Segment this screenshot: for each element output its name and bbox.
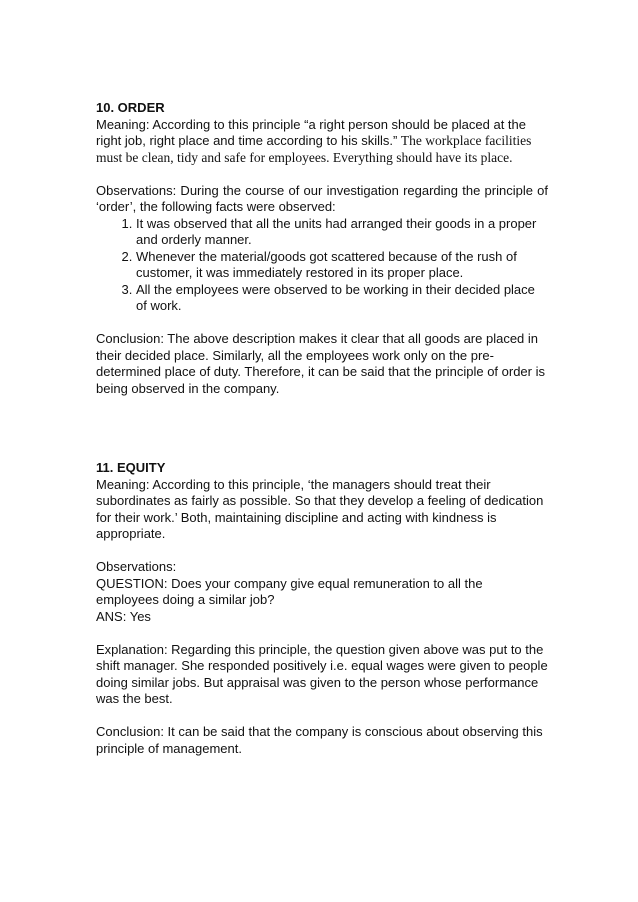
equity-section — [96, 460, 548, 757]
order-heading: 10. ORDER — [96, 100, 165, 115]
order-observation-item: 2. Whenever the material/goods got scattered because of the rush of customer, it was immediately restored in its proper place. — [136, 249, 548, 282]
equity-explanation: Explanation: Regarding this principle, the question given above was put to the shift manager. She responded positively i.e. equal wages were given to people doing similar jobs. But appraisal was given to the person whose performance was the best. — [96, 641, 548, 706]
equity-meaning: Meaning: According to this principle, ‘the managers should treat their subordinates as fairly as possible. So that they develop a feeling of dedication for their work.’ Both, maintaining discipline and acting with kindness is appropriate. — [96, 476, 544, 541]
order-meaning-line-2-serif: The workplace facilities — [400, 133, 532, 148]
equity-answer: ANS: Yes — [96, 608, 151, 624]
order-conclusion: Conclusion: The above description makes it clear that all goods are placed in their decided place. Similarly, all the employees work only on the pre-determined place of duty. Therefore, it can be said that the principle of order is being observed in the company. — [96, 331, 545, 396]
equity-conclusion: Conclusion: It can be said that the company is conscious about observing this principle of management. — [96, 724, 543, 756]
equity-heading: 11. EQUITY — [96, 460, 166, 475]
order-meaning-line-1: Meaning: According to this principle “a right person should be placed at the — [96, 116, 526, 132]
order-meaning-line-3: must be clean, tidy and safe for employees. Everything should have its place. — [96, 149, 513, 165]
order-observation-item: 1. It was observed that all the units had arranged their goods in a proper and orderly manner. — [136, 216, 548, 249]
equity-question: QUESTION: Does your company give equal remuneration to all the employees doing a similar job? — [96, 575, 483, 607]
equity-observations-label: Observations: — [96, 559, 177, 574]
order-meaning-line-2-sans: right job, right place and time according to his skills.” — [96, 133, 401, 148]
order-section — [96, 100, 548, 397]
order-observations-intro: Observations: During the course of our investigation regarding the principle of ‘order’, the following facts were observed: — [96, 182, 548, 214]
order-observations-list — [96, 216, 548, 315]
order-meaning-line-2 — [96, 133, 548, 150]
order-observation-item: 3. All the employees were observed to be working in their decided place of work. — [136, 282, 548, 315]
